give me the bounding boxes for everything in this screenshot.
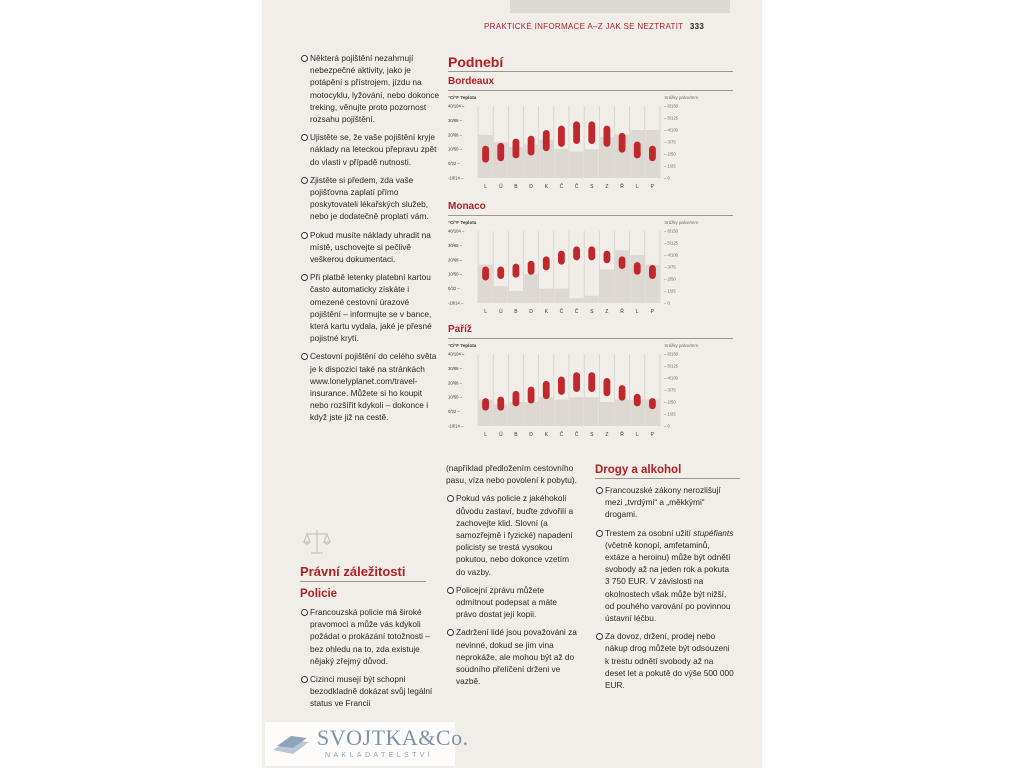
temp-tick-label: 20/68 – <box>448 132 462 138</box>
temp-tick-label: 10/50 – <box>448 394 462 400</box>
temp-range-mark <box>573 372 580 392</box>
temp-range-mark <box>604 251 611 264</box>
temp-range-mark <box>497 397 504 411</box>
rain-tick-label: – 4/100 <box>664 375 678 381</box>
temp-range-mark <box>513 264 520 278</box>
temp-range-mark <box>543 130 550 151</box>
rain-axis-label: Srážky palce/mm <box>664 343 698 348</box>
month-label: Ú <box>498 432 503 438</box>
rain-bar <box>585 296 599 303</box>
temp-tick-label: 30/86 – <box>448 365 462 371</box>
temp-range-mark <box>588 121 595 144</box>
temp-tick-label: 0/32 – <box>448 286 460 292</box>
temp-range-mark <box>528 387 535 404</box>
temp-tick-label: 10/50 – <box>448 146 462 152</box>
temp-axis-label: °C/°F Teplota <box>448 95 477 100</box>
temp-range-mark <box>649 146 656 161</box>
temp-tick-label: 30/86 – <box>448 242 462 248</box>
month-label: Z <box>605 184 609 190</box>
subheading-police: Policie <box>300 588 338 600</box>
rain-bar <box>585 149 599 178</box>
temp-range-mark <box>634 141 641 158</box>
month-label: Z <box>605 309 609 315</box>
temp-range-mark <box>528 261 535 275</box>
section-heading-legal: Právní záležitosti <box>300 564 426 582</box>
rain-bar <box>554 400 568 426</box>
temp-axis-label: °C/°F Teplota <box>448 220 477 225</box>
month-label: P <box>650 309 655 315</box>
rain-tick-label: – 0 <box>664 423 670 429</box>
section-heading-drugs: Drogy a alkohol <box>595 464 740 479</box>
temp-tick-label: 20/68 – <box>448 257 462 263</box>
running-head-section: JAK SE NEZTRATIT <box>605 22 684 31</box>
list-item: Zadržení lidé jsou považováni za nevinné, dokud se jim vina neprokáže, ale mohou být až do soudního přelíčení drženi ve vazbě. <box>446 626 578 687</box>
rain-bar <box>539 397 553 426</box>
month-label: Č <box>559 309 564 315</box>
chart-title-paris: Paříž <box>448 324 472 335</box>
header-tab <box>510 0 730 13</box>
rain-bar <box>494 286 508 303</box>
month-label: Ú <box>498 309 503 315</box>
temp-range-mark <box>619 133 626 153</box>
rain-bar <box>615 400 629 426</box>
month-label: Č <box>574 432 579 438</box>
rain-tick-label: – 0 <box>664 175 670 181</box>
list-item: Cizinci musejí být schopni bezodkladně dokázat svůj legální status ve Francii <box>300 673 440 710</box>
temp-range-mark <box>588 372 595 392</box>
chart-divider <box>448 338 733 339</box>
temp-tick-label: 0/32 – <box>448 409 460 415</box>
month-label: D <box>529 432 533 438</box>
list-item: Pokud vás policie z jakéhokoli důvodu zastaví, buďte zdvořilí a zachovejte klid. Slovní (a samozřejmě i fyzické) napadení policisty se trestá vysokou pokutou, nebo dokonce vzetím do vazby. <box>446 492 578 577</box>
rain-tick-label: – 6/150 <box>664 351 678 357</box>
text-run: Trestem za osobní užití <box>605 527 694 538</box>
rain-tick-label: – 3/75 <box>664 139 676 145</box>
temp-axis-label: °C/°F Teplota <box>448 343 477 348</box>
month-label: Ř <box>620 184 624 190</box>
month-label: L <box>635 184 639 190</box>
running-head <box>484 22 704 31</box>
list-item: Zjistěte si předem, zda vaše pojišťovna zaplatí přímo poskytovateli lékařských služeb, nebo je dodatečně proplatí vám. <box>300 174 440 223</box>
temp-range-mark <box>573 246 580 260</box>
temp-range-mark <box>573 121 580 144</box>
section-heading-climate: Podnebí <box>448 54 733 72</box>
month-label: B <box>514 432 518 438</box>
temp-tick-label: 40/104 – <box>448 103 465 109</box>
list-item <box>595 527 735 625</box>
temp-range-mark <box>649 265 656 279</box>
month-label: K <box>544 309 548 315</box>
month-label: P <box>650 184 655 190</box>
climate-chart-bordeaux <box>448 92 733 192</box>
rain-tick-label: – 2/50 <box>664 276 676 282</box>
chart-divider <box>448 215 733 216</box>
page-number: 333 <box>689 22 705 31</box>
temp-tick-label: 30/86 – <box>448 117 462 123</box>
rain-tick-label: – 1/25 <box>664 288 676 294</box>
temp-range-mark <box>528 136 535 156</box>
rain-bar <box>600 402 614 426</box>
rain-tick-label: – 4/100 <box>664 127 678 133</box>
temp-range-mark <box>497 266 504 279</box>
police-column <box>300 606 440 716</box>
month-label: S <box>590 309 594 315</box>
list-item: Ujistěte se, že vaše pojištění kryje náklady na leteckou přepravu zpět do vlasti v případě nutnosti. <box>300 131 440 168</box>
month-label: Ú <box>498 184 503 190</box>
temp-tick-label: 40/104 – <box>448 228 465 234</box>
month-label: L <box>484 432 487 438</box>
month-label: Č <box>559 184 564 190</box>
temp-range-mark <box>634 394 641 407</box>
text-run: (včetně konopí, amfetaminů, extáze a heroinu) může být odnětí svobody až na jeden rok a pokuta 3 750 EUR. V závislosti na okolnostech však může být nižší, od pouhého varování po povinnou ústavní léčbu. <box>605 539 731 624</box>
rain-tick-label: – 0 <box>664 300 670 306</box>
month-label: D <box>529 184 533 190</box>
temp-range-mark <box>619 256 626 269</box>
rain-tick-label: – 1/25 <box>664 411 676 417</box>
month-label: P <box>650 432 655 438</box>
rain-axis-label: Srážky palce/mm <box>664 95 698 100</box>
rain-bar <box>600 269 614 303</box>
temp-tick-label: -10/14 – <box>448 423 464 429</box>
temp-range-mark <box>558 126 565 147</box>
list-item: Francouzské zákony nerozlišují mezi „tvrdými“ a „měkkými“ drogami. <box>595 484 735 521</box>
rain-tick-label: – 1/25 <box>664 163 676 169</box>
watermark-subtitle: NAKLADATELSTVÍ <box>325 752 434 759</box>
temp-range-mark <box>604 126 611 147</box>
month-label: Z <box>605 432 609 438</box>
watermark-name: SVOJTKA&Co. <box>317 725 469 750</box>
month-label: L <box>635 309 639 315</box>
rain-bar <box>570 298 584 303</box>
rain-bar <box>539 289 553 303</box>
rain-bar <box>554 289 568 303</box>
rain-bar <box>509 291 523 303</box>
temp-range-mark <box>649 398 656 409</box>
list-item: Některá pojištění nezahrnují nebezpečné aktivity, jako je potápění s přístrojem, jízdu na motocyklu, lyžování, nebo dokonce treking, věnujte proto pozornost rozsahu pojištění. <box>300 52 440 125</box>
book-page <box>262 0 762 768</box>
rain-tick-label: – 6/150 <box>664 103 678 109</box>
month-label: K <box>544 184 548 190</box>
month-label: L <box>484 184 487 190</box>
rain-tick-label: – 3/75 <box>664 387 676 393</box>
climate-chart-paris <box>448 340 733 440</box>
temp-range-mark <box>543 381 550 399</box>
temp-tick-label: 10/50 – <box>448 271 462 277</box>
running-head-title: PRAKTICKÉ INFORMACE A–Z <box>484 22 603 31</box>
scales-of-justice-icon <box>302 527 332 557</box>
chart-title-bordeaux: Bordeaux <box>448 76 495 87</box>
temp-range-mark <box>482 266 489 280</box>
temp-range-mark <box>619 385 626 400</box>
month-label: S <box>590 184 594 190</box>
book-logo-icon <box>271 728 311 758</box>
temp-range-mark <box>513 391 520 406</box>
temp-range-mark <box>558 377 565 395</box>
temp-range-mark <box>497 143 504 161</box>
temp-range-mark <box>588 246 595 260</box>
month-label: Č <box>559 432 564 438</box>
month-label: Ř <box>620 309 624 315</box>
chart-title-monaco: Monaco <box>448 201 486 212</box>
rain-tick-label: – 4/100 <box>664 252 678 258</box>
chart-divider <box>448 90 733 91</box>
rain-bar <box>570 397 584 426</box>
paragraph: (například předložením cestovního pasu, víza nebo povolení k pobytu). <box>446 463 577 486</box>
rain-bar <box>524 274 538 303</box>
temp-tick-label: -10/14 – <box>448 175 464 181</box>
temp-tick-label: 0/32 – <box>448 161 460 167</box>
rain-tick-label: – 5/125 <box>664 240 678 246</box>
police-column-continued <box>446 462 578 693</box>
temp-range-mark <box>513 139 520 159</box>
list-item: Pokud musíte náklady uhradit na místě, uschovejte si pečlivě veškerou dokumentaci. <box>300 229 440 266</box>
drugs-column <box>595 484 735 697</box>
temp-range-mark <box>543 256 550 270</box>
rain-axis-label: Srážky palce/mm <box>664 220 698 225</box>
month-label: Ř <box>620 432 624 438</box>
list-item: Cestovní pojištění do celého světa je k dispozici také na stránkách www.lonelyplanet.com/travel-insurance. Můžete si ho koupit nebo rozšířit kdykoli – dokonce i když jste již na cestě. <box>300 350 440 423</box>
rain-bar <box>554 149 568 178</box>
rain-bar <box>570 152 584 178</box>
insurance-column <box>300 52 440 430</box>
month-label: K <box>544 432 548 438</box>
list-item: Za dovoz, držení, prodej nebo nákup drog můžete být odsouzeni k trestu odnětí svobody až na deset let a pokutě do výše 500 000 EUR. <box>595 630 735 691</box>
month-label: Č <box>574 309 579 315</box>
list-item: Policejní zprávu můžete odmítnout podepsat a máte právo dostat její kopii. <box>446 584 578 621</box>
rain-bar <box>585 397 599 426</box>
rain-tick-label: – 5/125 <box>664 115 678 121</box>
rain-tick-label: – 2/50 <box>664 399 676 405</box>
rain-tick-label: – 2/50 <box>664 151 676 157</box>
rain-tick-label: – 5/125 <box>664 363 678 369</box>
italic-term: stupéfiants <box>693 527 734 538</box>
month-label: L <box>635 432 639 438</box>
month-label: D <box>529 309 533 315</box>
rain-tick-label: – 6/150 <box>664 228 678 234</box>
temp-range-mark <box>604 378 611 396</box>
temp-range-mark <box>558 251 565 265</box>
temp-range-mark <box>482 146 489 163</box>
temp-tick-label: 40/104 – <box>448 351 465 357</box>
rain-tick-label: – 3/75 <box>664 264 676 270</box>
temp-tick-label: -10/14 – <box>448 300 464 306</box>
temp-range-mark <box>482 398 489 411</box>
month-label: L <box>484 309 487 315</box>
temp-range-mark <box>634 262 641 275</box>
month-label: Č <box>574 184 579 190</box>
climate-chart-monaco <box>448 217 733 317</box>
list-item: Francouzská policie má široké pravomoci a může vás kdykoli požádat o prokázání totožnosti – bez ohledu na to, zda existuje nějaký zřejmý důvod. <box>300 606 440 667</box>
month-label: B <box>514 309 518 315</box>
publisher-watermark <box>265 722 469 766</box>
month-label: S <box>590 432 594 438</box>
month-label: B <box>514 184 518 190</box>
rain-bar <box>524 402 538 426</box>
temp-tick-label: 20/68 – <box>448 380 462 386</box>
list-item: Při platbě letenky platební kartou často automaticky získáte i omezené cestovní úrazové pojištění – informujte se v bance, která kartu vydala, jaké je přesné pojistné krytí. <box>300 271 440 344</box>
